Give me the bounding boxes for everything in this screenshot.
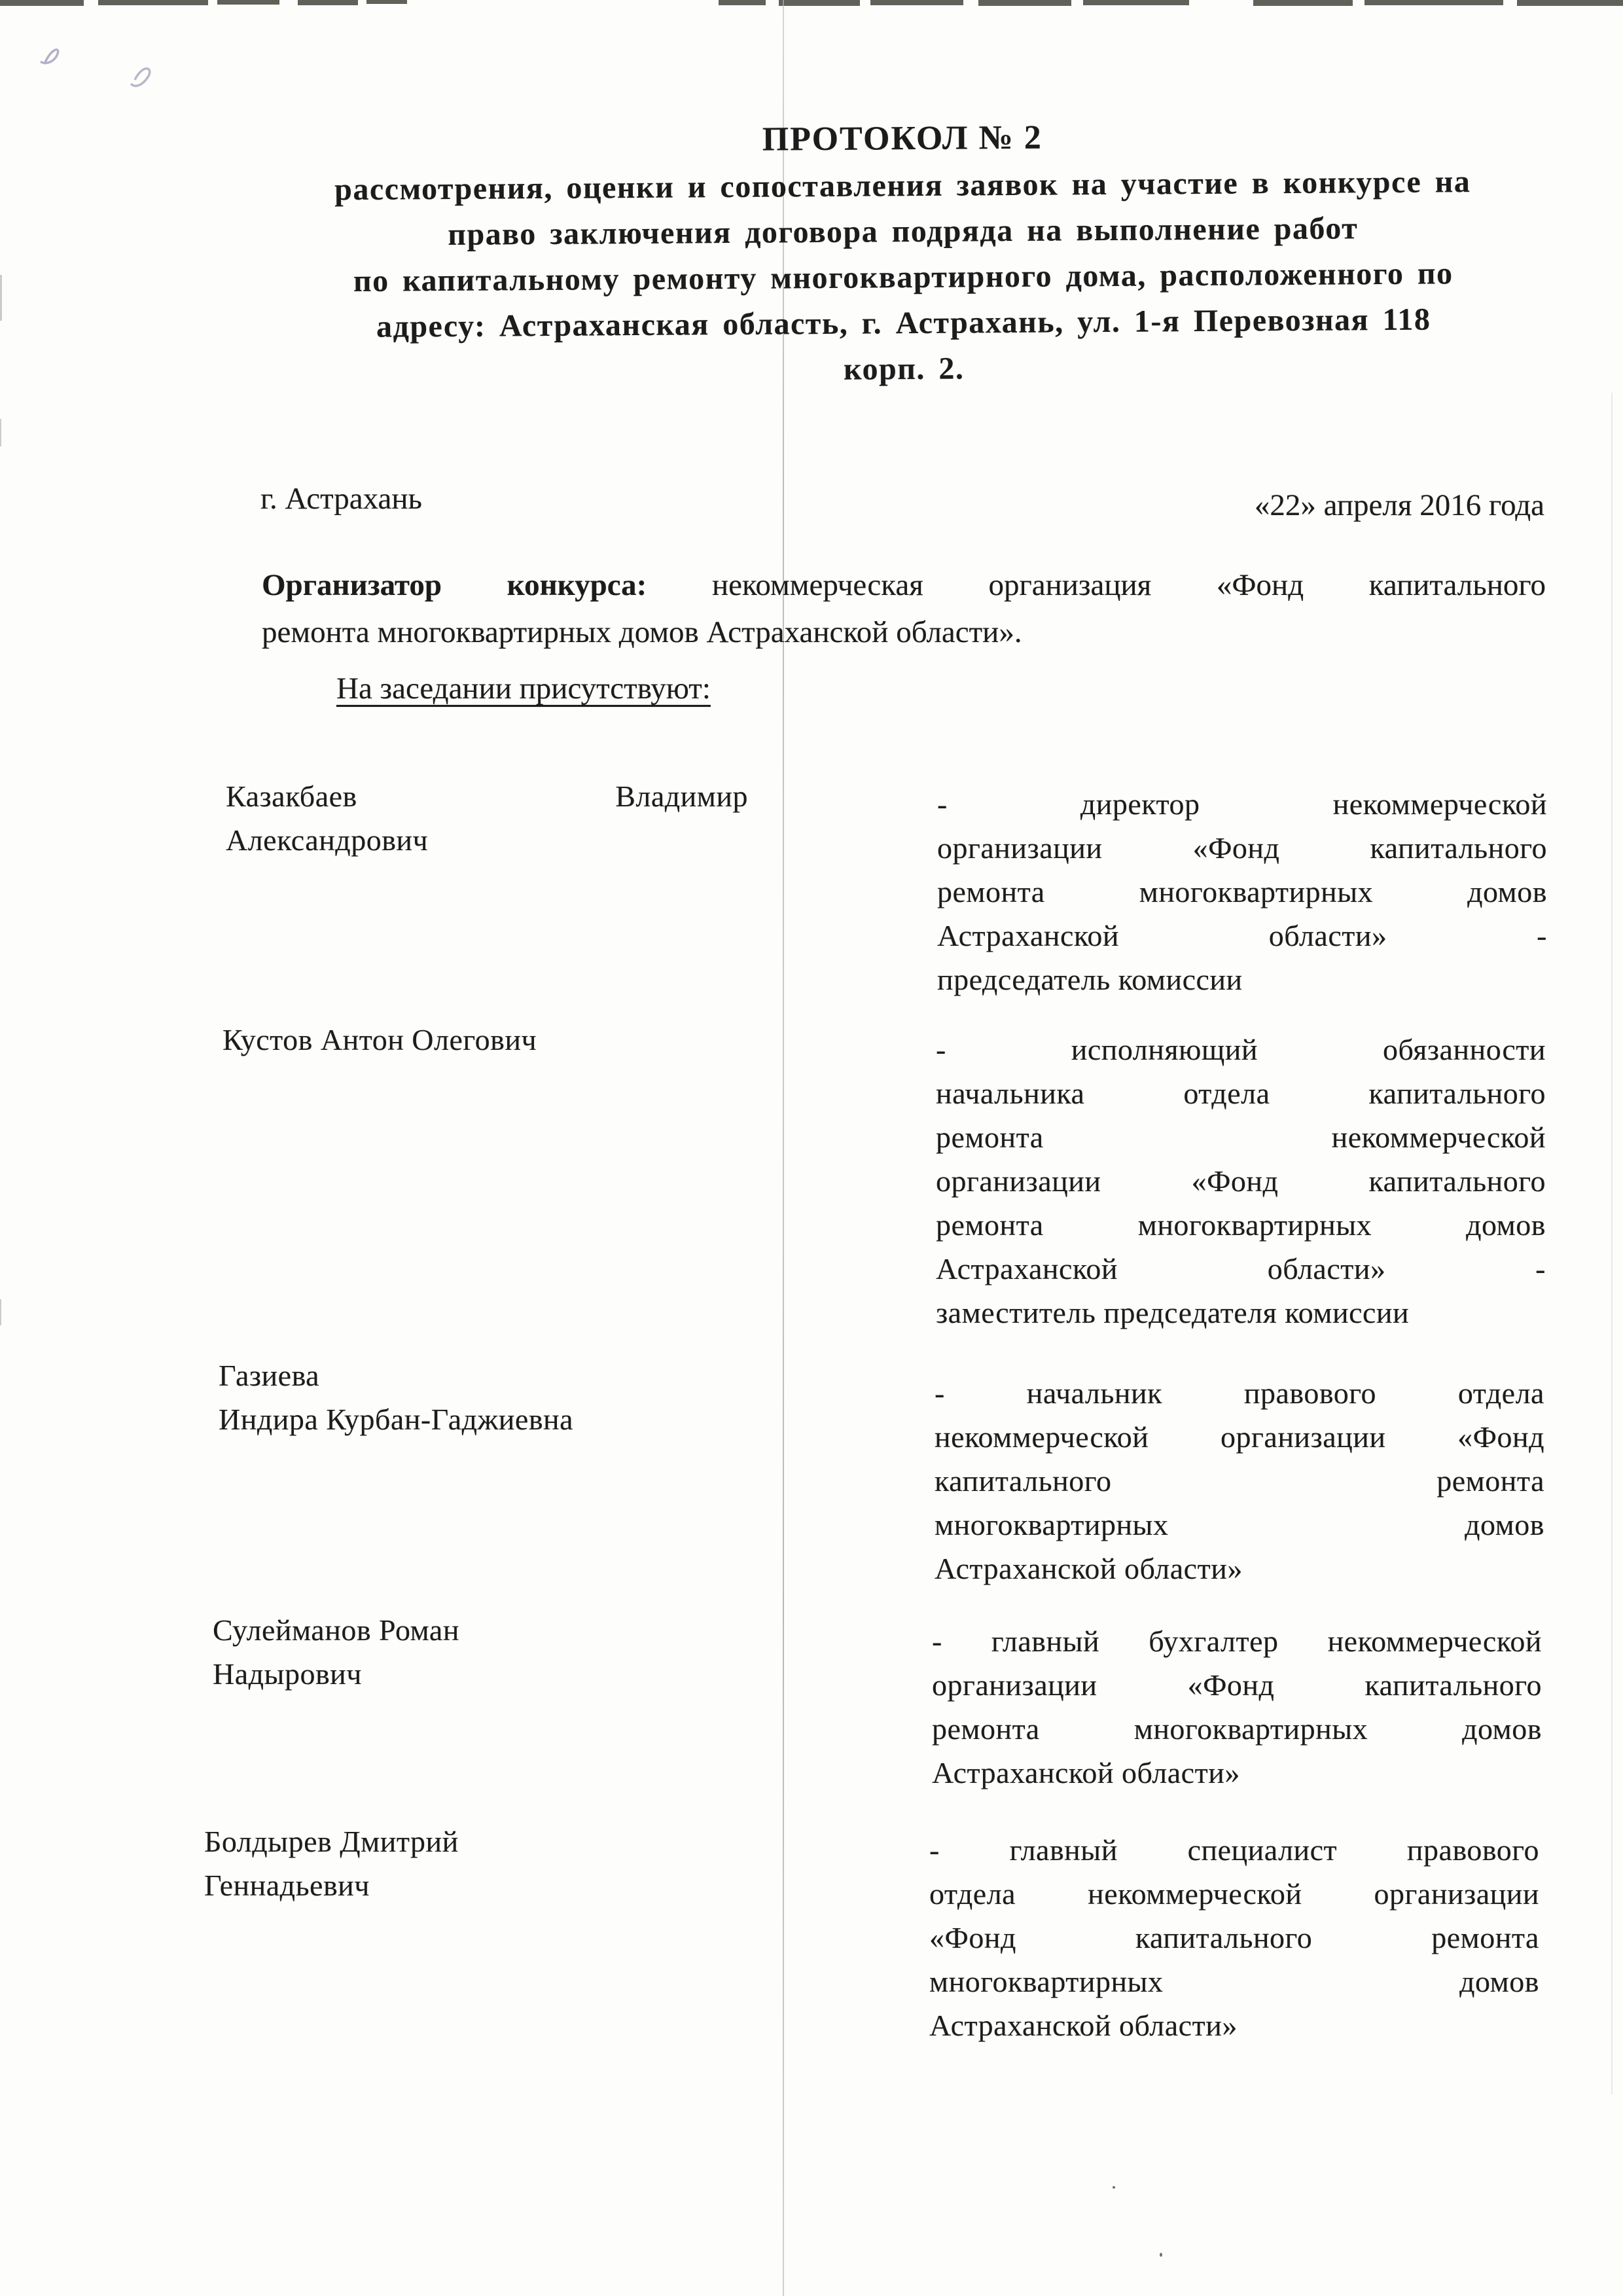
attendee-role-line-word: директор <box>1080 787 1200 821</box>
date-label: «22» апреля 2016 года <box>1254 488 1544 522</box>
attendee-role-line-word: - <box>929 1833 940 1867</box>
attendee-role-line-word: ремонта <box>937 875 1045 908</box>
attendee-role-line-word: ремонта <box>936 1208 1044 1242</box>
attendee-role-line-word: домов <box>1465 1508 1544 1541</box>
attendee-name-line: Газиева <box>219 1359 320 1392</box>
place-date-row <box>260 479 1544 522</box>
attendee-name-line-word: Владимир <box>615 780 748 813</box>
attendee-role-line <box>937 782 1547 826</box>
attendee-name-line-word: Казакбаев <box>226 780 357 813</box>
protocol-subtitle-line: по капитальному ремонту многоквартирного дома, расположенного по <box>353 256 1454 299</box>
attendee-role-line-word: обязанности <box>1382 1033 1546 1066</box>
attendee-role-line <box>935 1503 1544 1547</box>
organizer-line <box>262 562 1546 609</box>
attendee-role-line-word: бухгалтер <box>1149 1624 1279 1658</box>
attendee-role-line-word: многоквартирных <box>929 1965 1164 1998</box>
attendee-role-line-word: многоквартирных <box>1139 875 1374 908</box>
attendee-role-line <box>929 1828 1539 1872</box>
attendee-role-line <box>932 1619 1542 1663</box>
attendee-name <box>226 774 748 862</box>
attendee-role-line-word: ремонта <box>1436 1464 1544 1498</box>
organizer-word: организация <box>988 568 1152 602</box>
attendee-role-line <box>935 1415 1544 1459</box>
attendee-role-line <box>932 1663 1542 1707</box>
attendee-role <box>932 1619 1542 1795</box>
attendee-role-line-word: начальника <box>936 1077 1085 1110</box>
attendee-role-line-word: капитального <box>1368 1164 1546 1198</box>
attendee-role-line-word: - <box>935 1376 945 1410</box>
attendee-role-line <box>936 1115 1546 1159</box>
attendee-role-line-word: ремонта <box>932 1712 1040 1746</box>
attendee-role-line-word: отдела <box>1457 1376 1544 1410</box>
attendee-role-line-word: многоквартирных <box>935 1508 1169 1541</box>
attendee-role-line-word: организации <box>1374 1877 1539 1910</box>
attendee-role-line-word: многоквартирных <box>1133 1712 1368 1746</box>
attendee-name-line: Кустов Антон Олегович <box>223 1023 537 1056</box>
attendee-role-line-word: специалист <box>1187 1833 1338 1867</box>
organizer-paragraph <box>262 562 1546 656</box>
attendee-role-line-word: капитального <box>1135 1921 1313 1954</box>
attendee-role-line <box>936 1071 1546 1115</box>
attendee-name-line: Александрович <box>226 823 429 857</box>
protocol-title: ПРОТОКОЛ № 2 <box>762 118 1043 158</box>
attendee-role-line: председатель комиссии <box>937 963 1243 996</box>
attendee-role <box>937 782 1547 1001</box>
attendee-role <box>936 1028 1546 1335</box>
attendee-name-line: Болдырев Дмитрий <box>204 1825 459 1858</box>
attendee-role-line-word: Астраханской <box>937 919 1120 952</box>
attendee-name-line: Сулейманов Роман <box>213 1613 459 1647</box>
attendee-role-line-word: некоммерческой <box>1331 1121 1546 1154</box>
attendee-name <box>213 1608 735 1696</box>
attendee-role-line-word: главный <box>991 1624 1100 1658</box>
attendee-role-line-word: - <box>932 1624 942 1658</box>
attendee-role-line <box>935 1371 1544 1415</box>
attendee-role-line <box>936 1159 1546 1203</box>
attendee-role-line-word: - <box>1535 1252 1546 1285</box>
attendee-role-line-word: организации <box>936 1164 1101 1198</box>
attendee-role-line-word: «Фонд <box>1187 1668 1275 1702</box>
attendee-role-line-word: - <box>1537 919 1547 952</box>
attendee-role-line-word: домов <box>1467 875 1547 908</box>
attendee-role-line-word: - <box>937 787 948 821</box>
attendees-heading: На заседании присутствуют: <box>336 672 711 706</box>
organizer-line: ремонта многоквартирных домов Астраханской области». <box>262 615 1022 649</box>
attendee-role-line <box>929 1916 1539 1960</box>
attendee-role-line-word: ремонта <box>936 1121 1044 1154</box>
attendee-role-line <box>929 1872 1539 1916</box>
attendee-role <box>935 1371 1544 1590</box>
attendee-role-line-word: ремонта <box>1431 1921 1539 1954</box>
attendee-role-line <box>932 1707 1542 1751</box>
attendee-role-line-word: организации <box>937 831 1103 865</box>
attendee-role-line-word: капитального <box>935 1464 1112 1498</box>
attendee-role-line <box>935 1459 1544 1503</box>
attendee-role-line-word: области» <box>1268 919 1387 952</box>
attendee-role-line-word: домов <box>1466 1208 1546 1242</box>
protocol-subtitle-line: рассмотрения, оценки и сопоставления заявок на участие в конкурсе на <box>334 164 1471 207</box>
protocol-subtitle-line: адресу: Астраханская область, г. Астрахань, ул. 1-я Перевозная 118 <box>376 302 1431 344</box>
attendee-role-line-word: главный <box>1009 1833 1118 1867</box>
attendee-role-line-word: некоммерческой <box>1327 1624 1542 1658</box>
attendee-role-line-word: исполняющий <box>1071 1033 1258 1066</box>
attendee-role-line-word: правового <box>1406 1833 1539 1867</box>
attendee-name <box>223 1018 745 1062</box>
attendee-role-line: Астраханской области» <box>929 2009 1238 2042</box>
attendee-role-line-word: некоммерческой <box>1088 1877 1302 1910</box>
attendee-role-line-word: капитального <box>1368 1077 1546 1110</box>
attendee-name <box>219 1354 741 1441</box>
attendee-name-line: Индира Курбан-Гаджиевна <box>219 1403 574 1436</box>
attendee-role-line <box>929 1960 1539 2003</box>
attendee-role-line-word: капитального <box>1364 1668 1542 1702</box>
attendee-role-line-word: организации <box>932 1668 1097 1702</box>
organizer-word: Организатор <box>262 568 442 602</box>
organizer-word: капитального <box>1368 568 1546 602</box>
attendee-role-line <box>936 1028 1546 1071</box>
protocol-subtitle-line: право заключения договора подряда на выполнение работ <box>448 211 1359 253</box>
attendee-role-line-word: Астраханской <box>936 1252 1118 1285</box>
organizer-word: конкурса: <box>507 568 647 602</box>
organizer-word: «Фонд <box>1216 568 1304 602</box>
attendee-role-line-word: «Фонд <box>1457 1420 1544 1454</box>
attendee-role-line <box>937 870 1547 914</box>
organizer-word: некоммерческая <box>711 568 923 602</box>
attendee-role-line-word: «Фонд <box>929 1921 1016 1954</box>
attendee-role-line <box>936 1247 1546 1291</box>
attendee-name-line <box>226 774 748 818</box>
attendee-role-line-word: «Фонд <box>1191 1164 1279 1198</box>
attendee-role-line-word: некоммерческой <box>1332 787 1547 821</box>
attendee-role-line-word: многоквартирных <box>1137 1208 1372 1242</box>
attendee-role-line <box>936 1203 1546 1247</box>
attendee-role-line <box>937 826 1547 870</box>
document-header <box>261 110 1546 397</box>
attendee-role <box>929 1828 1539 2047</box>
attendee-role-line <box>937 914 1547 958</box>
attendee-role-line-word: домов <box>1462 1712 1542 1746</box>
protocol-subtitle-line: корп. 2. <box>843 351 965 387</box>
attendee-role-line-word: домов <box>1459 1965 1539 1998</box>
attendee-role-line-word: области» <box>1267 1252 1386 1285</box>
attendee-name-line: Надырович <box>213 1657 362 1691</box>
attendee-role-line-word: «Фонд <box>1192 831 1280 865</box>
attendee-role-line-word: капитального <box>1370 831 1547 865</box>
place-label: г. Астрахань <box>260 482 422 516</box>
attendee-role-line-word: правового <box>1243 1376 1376 1410</box>
attendee-role-line-word: отдела <box>1183 1077 1270 1110</box>
attendee-role-line: Астраханской области» <box>932 1756 1240 1789</box>
attendee-role-line-word: отдела <box>929 1877 1016 1910</box>
attendee-name-line: Геннадьевич <box>204 1869 370 1902</box>
attendee-role-line: Астраханской области» <box>935 1552 1243 1585</box>
attendee-role-line: заместитель председателя комиссии <box>936 1296 1410 1329</box>
attendee-name <box>204 1820 726 1907</box>
attendee-role-line-word: некоммерческой <box>935 1420 1149 1454</box>
attendee-role-line-word: - <box>936 1033 946 1066</box>
attendee-role-line-word: начальник <box>1026 1376 1162 1410</box>
attendee-role-line-word: организации <box>1221 1420 1386 1454</box>
